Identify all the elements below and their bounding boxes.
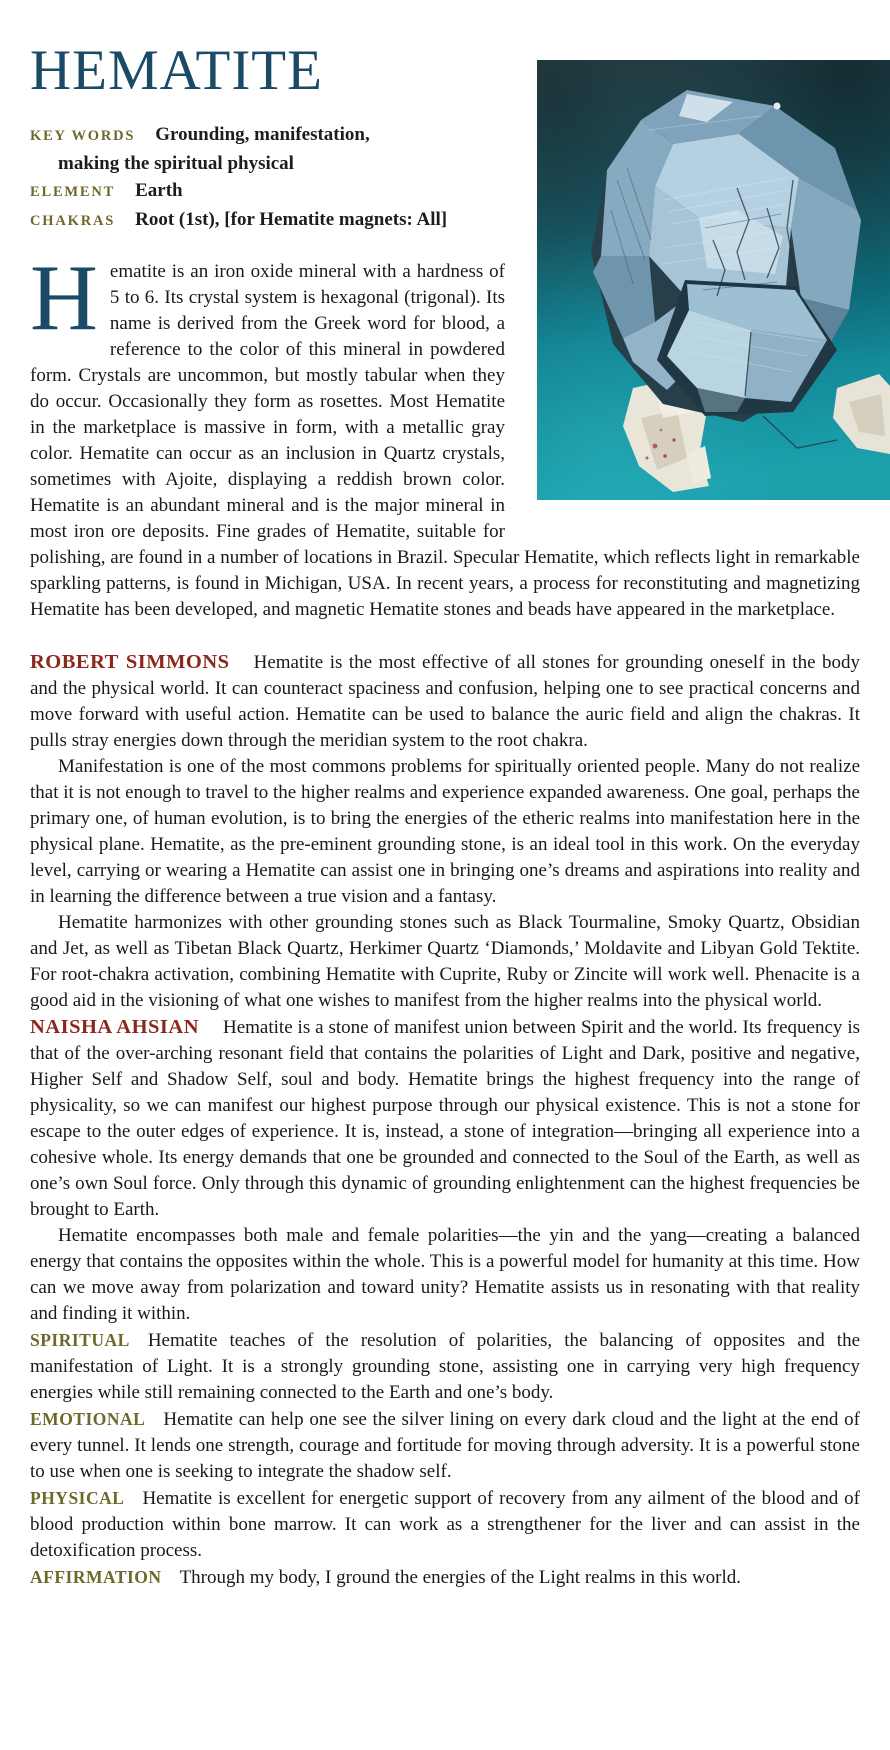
spiritual-paragraph — [30, 1327, 860, 1406]
hematite-photo — [537, 60, 890, 500]
emotional-label: EMOTIONAL — [30, 1409, 146, 1429]
affirmation-paragraph — [30, 1564, 860, 1591]
naisha-ahsian-paragraph-1 — [30, 1014, 860, 1223]
chakras-label: CHAKRAS — [30, 213, 116, 229]
hematite-crystal-illustration — [537, 60, 890, 500]
physical-paragraph — [30, 1485, 860, 1564]
naisha-ahsian-label: NAISHA AHSIAN — [30, 1016, 199, 1038]
robert-simmons-paragraph-1 — [30, 649, 860, 754]
key-words-value-line2: making the spiritual physical — [58, 153, 294, 174]
naisha-ahsian-text-1: Hematite is a stone of manifest union between Spirit and the world. Its frequency is that of the over-arching resonant field that contains the polarities of Light and Dark, positive and negative, Higher Self and Shadow Self, soul and body. Hematite brings the highest frequency into the range of physicality, so we can manifest our highest purpose through our physical existence. This is not a stone for escape to the outer edges of experience. It is, instead, a stone of integration—bringing all experience into a cohesive whole. Its energy demands that one be grounded and connected to the Soul of the Earth, as well as one’s own Soul force. Only through this dynamic of grounding enlightenment can the highest frequencies be brought to Earth. — [30, 1017, 860, 1220]
key-words-value-line1: Grounding, manifestation, — [155, 124, 370, 145]
spiritual-label: SPIRITUAL — [30, 1330, 130, 1350]
emotional-paragraph — [30, 1406, 860, 1485]
physical-text: Hematite is excellent for energetic support of recovery from any ailment of the blood and of blood production within bone marrow. It can work as a strengthener for the liver and can assist in the detoxification process. — [30, 1488, 860, 1561]
chakras-value: Root (1st), [for Hematite magnets: All] — [135, 209, 448, 230]
spiritual-text: Hematite teaches of the resolution of polarities, the balancing of opposites and the manifestation of Light. It is a strongly grounding stone, assisting one in carrying very high frequency energies while still remaining connected to the Earth and one’s body. — [30, 1330, 860, 1403]
page-title: HEMATITE — [30, 39, 323, 102]
affirmation-text: Through my body, I ground the energies of the Light realms in this world. — [179, 1567, 742, 1588]
element-value: Earth — [135, 180, 183, 201]
robert-simmons-label: ROBERT SIMMONS — [30, 651, 230, 673]
robert-simmons-paragraph-2: Manifestation is one of the most commons problems for spiritually oriented people. Many do not realize that it is not enough to travel to the higher realms and experience expanded awareness. One goal, perhaps the primary one, of human evolution, is to bring the energies of the etheric realms into manifestation here in the physical plane. Hematite, as the pre-eminent grounding stone, is an ideal tool in this work. On the everyday level, carrying or wearing a Hematite can assist one in bringing one’s dreams and aspirations into reality and in learning the difference between a true vision and a fantasy. — [30, 756, 860, 907]
robert-simmons-paragraph-3: Hematite harmonizes with other grounding stones such as Black Tourmaline, Smoky Quartz, Obsidian and Jet, as well as Tibetan Black Quartz, Herkimer Quartz ‘Diamonds,’ Moldavite and Libyan Gold Tektite. For root-chakra activation, combining Hematite with Cuprite, Ruby or Zincite will work well. Phenacite is a good aid in the visioning of what one wishes to manifest from the higher realms into the physical world. — [30, 912, 860, 1011]
element-label: ELEMENT — [30, 184, 116, 200]
drop-cap: H — [30, 246, 98, 350]
key-words-label: KEY WORDS — [30, 128, 136, 144]
emotional-text: Hematite can help one see the silver lining on every dark cloud and the light at the end of every tunnel. It lends one strength, courage and fortitude for moving through adversity. It is a powerful stone to use when one is seeking to integrate the shadow self. — [30, 1409, 860, 1482]
naisha-ahsian-paragraph-2: Hematite encompasses both male and female polarities—the yin and the yang—creating a balanced energy that contains the opposites within the whole. This is a powerful model for humanity at this time. How can we move away from polarization and toward unity? Hematite assists us in resonating with that reality and finding it within. — [30, 1225, 860, 1324]
intro-text: ematite is an iron oxide mineral with a hardness of 5 to 6. Its crystal system is hexagonal (trigonal). Its name is derived from the Greek word for blood, a reference to the color of this mineral in powdered form. Crystals are uncommon, but mostly tabular when they do occur. Occasionally they form as rosettes. Most Hematite in the marketplace is massive in form, with a metallic gray color. Hematite can occur as an inclusion in Quartz crystals, sometimes with Ajoite, displaying a reddish brown color. Hematite is an abundant mineral and is the major mineral in most iron ore deposits. Fine grades of Hematite, suitable for polishing, are found in a number of locations in Brazil. Specular Hematite, which reflects light in remarkable sparkling patterns, is found in Michigan, USA. In recent years, a process for reconstituting and magnetizing Hematite has been developed, and magnetic Hematite stones and beads have appeared in the marketplace. — [30, 261, 860, 620]
physical-label: PHYSICAL — [30, 1488, 125, 1508]
robert-simmons-text-1: Hematite is the most effective of all stones for grounding oneself in the body and the physical world. It can counteract spaciness and confusion, helping one to see practical concerns and move forward with useful action. Hematite can be used to balance the auric field and align the chakras. It pulls stray energies down through the meridian system to the root chakra. — [30, 652, 861, 751]
affirmation-label: AFFIRMATION — [30, 1567, 162, 1587]
